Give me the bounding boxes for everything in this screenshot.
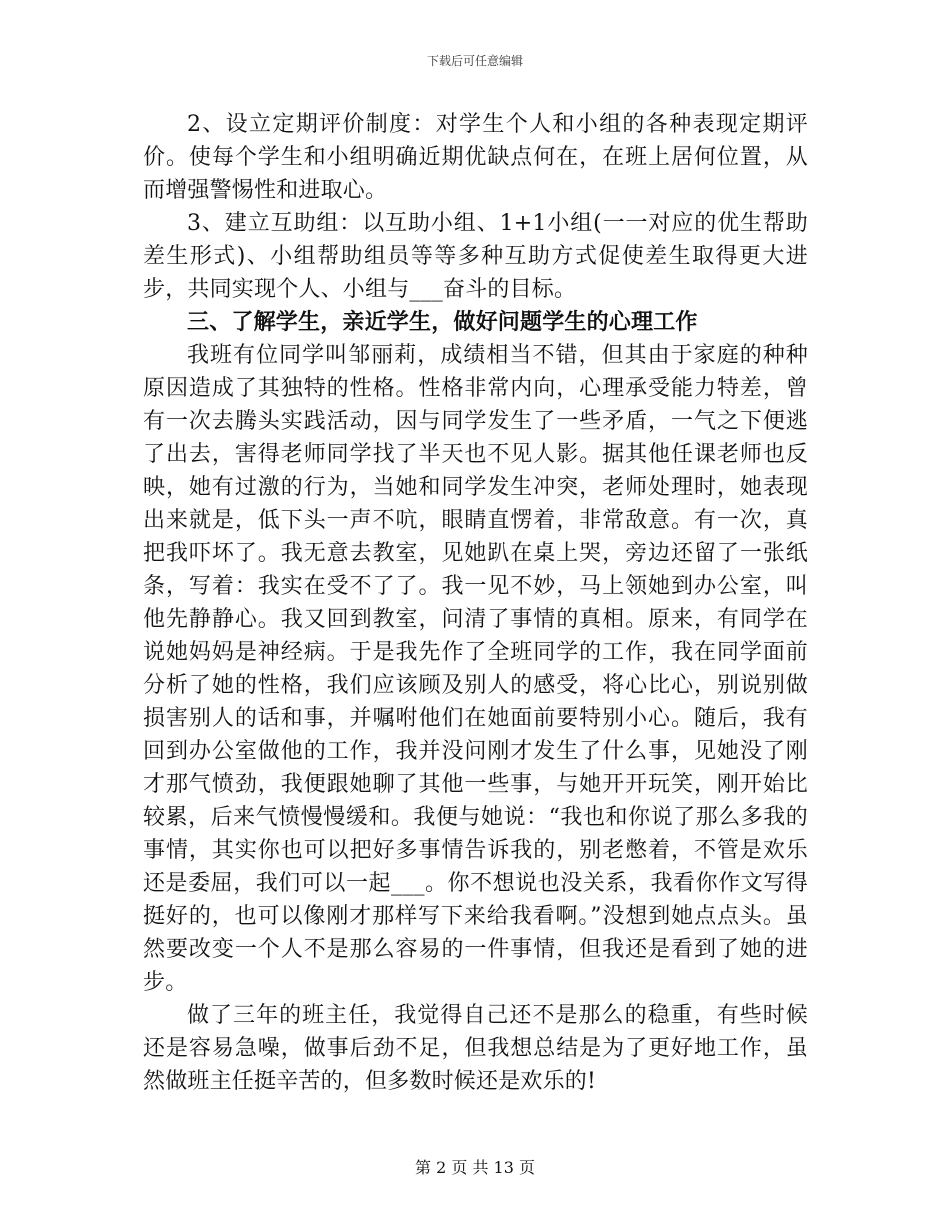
paragraph-conclusion: 做了三年的班主任，我觉得自己还不是那么的稳重，有些时候还是容易急噪，做事后劲不足，但我想总结是为了更好地工作，虽然做班主任挺辛苦的，但多数时候还是欢乐的!: [143, 1003, 808, 1094]
paragraph-student-story: 我班有位同学叫邹丽莉，成绩相当不错，但其由于家庭的种种原因造成了其独特的性格。性格非常内向，心理承受能力特差，曾有一次去腾头实践活动，因与同学发生了一些矛盾，一气之下便逃了出去，害得老师同学找了半天也不见人影。据其他任课老师也反映，她有过激的行为，当她和同学发生冲突，老师处理时，她表现出来就是，低下头一声不吭，眼睛直愣着，非常敌意。有一次，真把我吓坏了。我无意去教室，见她趴在桌上哭，旁边还留了一张纸条，写着：我实在受不了了。我一见不妙，马上领她到办公室，叫他先静静心。我又回到教室，问清了事情的真相。原来，有同学在说她妈妈是神经病。于是我先作了全班同学的工作，我在同学面前分析了她的性格，我们应该顾及别人的感受，将心比心，别说别做损害别人的话和事，并嘱咐他们在她面前要特别小心。随后，我有回到办公室做他的工作，我并没问刚才发生了什么事，见她没了刚才那气愤劲，我便跟她聊了其他一些事，与她开开玩笑，刚开始比较累，后来气愤慢慢缓和。我便与她说：“我也和你说了那么多我的事情，其实你也可以把好多事情告诉我的，别老憋着，不管是欢乐还是委屈，我们可以一起___。你不想说也没关系，我看你作文写得挺好的，也可以像刚才那样写下来给我看啊。”没想到她点点头。虽然要改变一个人不是那么容易的一件事情，但我还是看到了她的进步。: [143, 343, 808, 995]
page-header-note: 下载后可任意编辑: [426, 54, 523, 68]
paragraph-evaluation-system: 2、设立定期评价制度：对学生个人和小组的各种表现定期评价。使每个学生和小组明确近期优缺点何在，在班上居何位置，从而增强警惕性和进取心。: [143, 112, 808, 203]
page-number: 第 2 页 共 13 页: [415, 1158, 535, 1177]
paragraph-mutual-help-groups: 3、建立互助组：以互助小组、1+1小组(一一对应的优生帮助差生形式)、小组帮助组员等等多种互助方式促使差生取得更大进步，共同实现个人、小组与___奋斗的目标。: [143, 211, 808, 302]
document-body: [143, 108, 808, 1098]
section-heading: 三、了解学生，亲近学生，做好问题学生的心理工作: [187, 310, 698, 335]
